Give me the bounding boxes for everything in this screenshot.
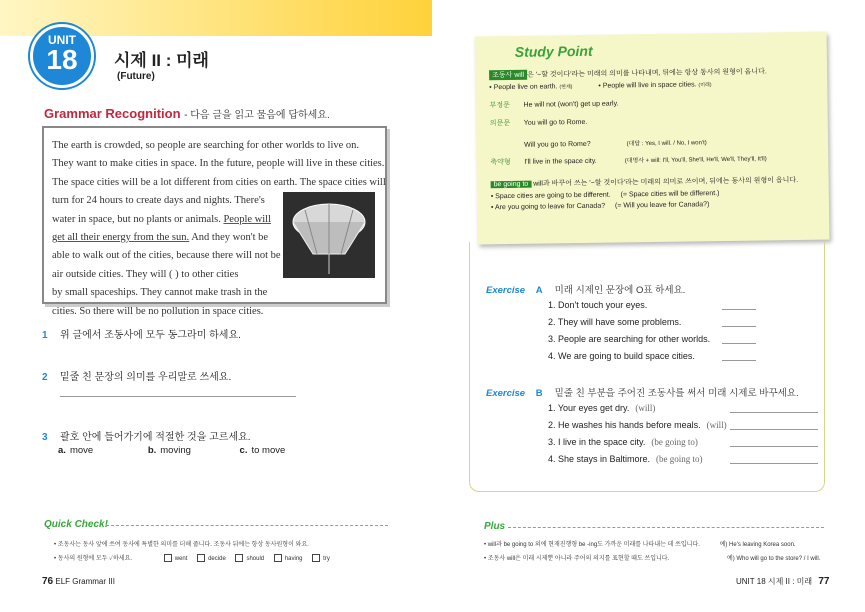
- underlined-sentence: People will: [223, 213, 272, 225]
- answer-blank[interactable]: [722, 343, 756, 344]
- choice-c[interactable]: c. to move: [239, 445, 286, 456]
- page-title: 시제 II : 미래: [114, 51, 209, 70]
- answer-blank[interactable]: [730, 446, 818, 447]
- grammar-recognition-heading: [44, 106, 330, 121]
- going-to-tag: be going to: [491, 181, 532, 189]
- passage-text: water in space, but no plants or animals.: [52, 213, 221, 225]
- question-1: [42, 326, 241, 341]
- footer-left: [42, 576, 115, 587]
- question-text: 밑줄 친 문장의 의미를 우리말로 쓰세요.: [60, 372, 232, 383]
- checkbox[interactable]: [235, 554, 243, 562]
- passage-line: able to walk out of the cities, because there will not be: [52, 250, 281, 262]
- answer-line[interactable]: [60, 396, 296, 397]
- quick-check-line-2: • 동사의 원형에 모두 ✓하세요. went decide should having try: [54, 556, 330, 562]
- quick-check-line-1: • 조동사는 동사 앞에 쓰여 동사에 특별한 의미를 더해 줍니다. 조동사 뒤에는 항상 동사원형이 와요.: [54, 542, 309, 548]
- exercise-a-item: 1. Don't touch your eyes.: [548, 300, 648, 310]
- exercise-a-item: 2. They will have some problems.: [548, 317, 682, 327]
- exercise-b-heading: Exercise B 밑줄 친 부분을 주어진 조동사를 써서 미래 시제로 바꾸세요.: [486, 388, 799, 399]
- negative-row: 부정문 He will not (won't) get up early.: [489, 100, 619, 110]
- plus-title: Plus: [484, 521, 506, 532]
- exercise-b-item: 1. Your eyes get dry. (will): [548, 403, 656, 413]
- checkbox[interactable]: [312, 554, 320, 562]
- checkbox[interactable]: [274, 554, 282, 562]
- going-to-example-1: • Space cities are going to be different. (= Space cities will be different.): [490, 190, 720, 201]
- passage-line: They want to make cities in space. In the future, people will live in these cities.: [52, 158, 385, 170]
- choice-b[interactable]: b. moving: [147, 445, 191, 456]
- checkbox[interactable]: [197, 554, 205, 562]
- passage-line: air outside cities. They will ( ) to other cities: [52, 268, 239, 280]
- exercise-a-heading: Exercise A 미래 시제인 문장에 O표 하세요.: [486, 285, 686, 296]
- grammar-recognition-instruction: - 다음 글을 읽고 물음에 답하세요.: [184, 110, 330, 121]
- unit-label: UNIT: [48, 33, 76, 47]
- underlined-sentence: get all their energy from the sun.: [52, 232, 190, 244]
- unit-info: UNIT 18 시제 II : 미래: [736, 577, 813, 586]
- study-point-note: [475, 32, 830, 245]
- book-title: ELF Grammar III: [55, 577, 115, 586]
- passage-line: The earth is crowded, so people are searching for other worlds to live on.: [52, 140, 360, 151]
- study-point-title: Study Point: [514, 42, 593, 60]
- passage-line: The space cities will be a lot different from cities on earth. The space cities will: [52, 176, 386, 188]
- question-number: 1: [42, 330, 48, 341]
- question-number: 3: [42, 432, 48, 443]
- contraction-row: 축약형 I'll live in the space city. (대명사 + will: I'll, You'll, She'll, He'll, We'll, They'll, It'll): [490, 156, 767, 167]
- going-to-row: be going to will과 바꾸어 쓰는 '~할 것이다'라는 미래의 의미로 쓰이며, 뒤에는 동사의 원형이 옵니다.: [491, 175, 811, 189]
- grammar-recognition-title: Grammar Recognition: [44, 106, 181, 121]
- unit-badge: [30, 24, 94, 88]
- space-city-image: [283, 192, 375, 278]
- answer-blank[interactable]: [730, 429, 818, 430]
- footer-right: [736, 576, 829, 587]
- page-number: 77: [818, 576, 830, 587]
- answer-blank[interactable]: [722, 326, 756, 327]
- question-text: 위 글에서 조동사에 모두 동그라미 하세요.: [60, 330, 241, 341]
- will-tag: 조동사 will: [489, 70, 527, 81]
- divider: [106, 525, 388, 526]
- answer-blank[interactable]: [722, 309, 756, 310]
- question-row: 의문문 You will go to Rome.: [489, 118, 588, 128]
- question-number: 2: [42, 372, 48, 383]
- question-3: [42, 428, 251, 443]
- answer-blank[interactable]: [730, 463, 818, 464]
- plus-line-1: • will과 be going to 외에 현재진행형 be -ing도 가까운 미래를 나타내는 데 쓰입니다. 예) He's leaving Korea soon.: [484, 542, 796, 548]
- exercise-a-item: 3. People are searching for other worlds.: [548, 334, 711, 344]
- question-2: [42, 368, 231, 383]
- exercise-a-item: 4. We are going to build space cities.: [548, 351, 695, 361]
- exercise-b-item: 3. I live in the space city. (be going to): [548, 437, 698, 447]
- passage-line: by small spaceships. They cannot make trash in the: [52, 287, 268, 299]
- answer-blank[interactable]: [730, 412, 818, 413]
- passage-line: cities. So there will be no pollution in space cities.: [52, 305, 264, 317]
- plus-line-2: • 조동사 will은 미래 시제뿐 아니라 주어의 의지를 표현할 때도 쓰입니다. 예) Who will go to the store? / I will.: [484, 556, 821, 562]
- answer-choices: [58, 445, 311, 456]
- unit-number: 18: [46, 44, 78, 75]
- question-text: 괄호 안에 들어가기에 적절한 것을 고르세요.: [60, 432, 251, 443]
- study-point-examples: • People live on earth. (현재) • People will live in space cities. (미래): [489, 81, 712, 92]
- exercise-b-item: 4. She stays in Baltimore. (be going to): [548, 454, 703, 464]
- page-subtitle: (Future): [117, 71, 155, 82]
- answer-blank[interactable]: [722, 360, 756, 361]
- divider: [508, 527, 824, 528]
- question-row-2: Will you go to Rome? (대답 : Yes, I will. / No, I won't): [524, 140, 707, 149]
- quick-check-title: Quick Check!: [44, 519, 108, 530]
- study-point-will: 조동사 will 은 '~할 것이다'라는 미래의 의미를 나타내며, 뒤에는 항상 동사의 원형이 옵니다.: [489, 66, 813, 81]
- passage-line: turn for 24 hours to create days and nights. There's: [52, 195, 265, 207]
- going-to-example-2: • Are you going to leave for Canada? (= Will you leave for Canada?): [490, 201, 710, 212]
- choice-a[interactable]: a. move: [58, 445, 94, 456]
- passage-text: And they won't be: [191, 232, 269, 244]
- exercise-b-item: 2. He washes his hands before meals. (will): [548, 420, 727, 430]
- page-number: 76: [42, 576, 54, 587]
- checkbox[interactable]: [164, 554, 172, 562]
